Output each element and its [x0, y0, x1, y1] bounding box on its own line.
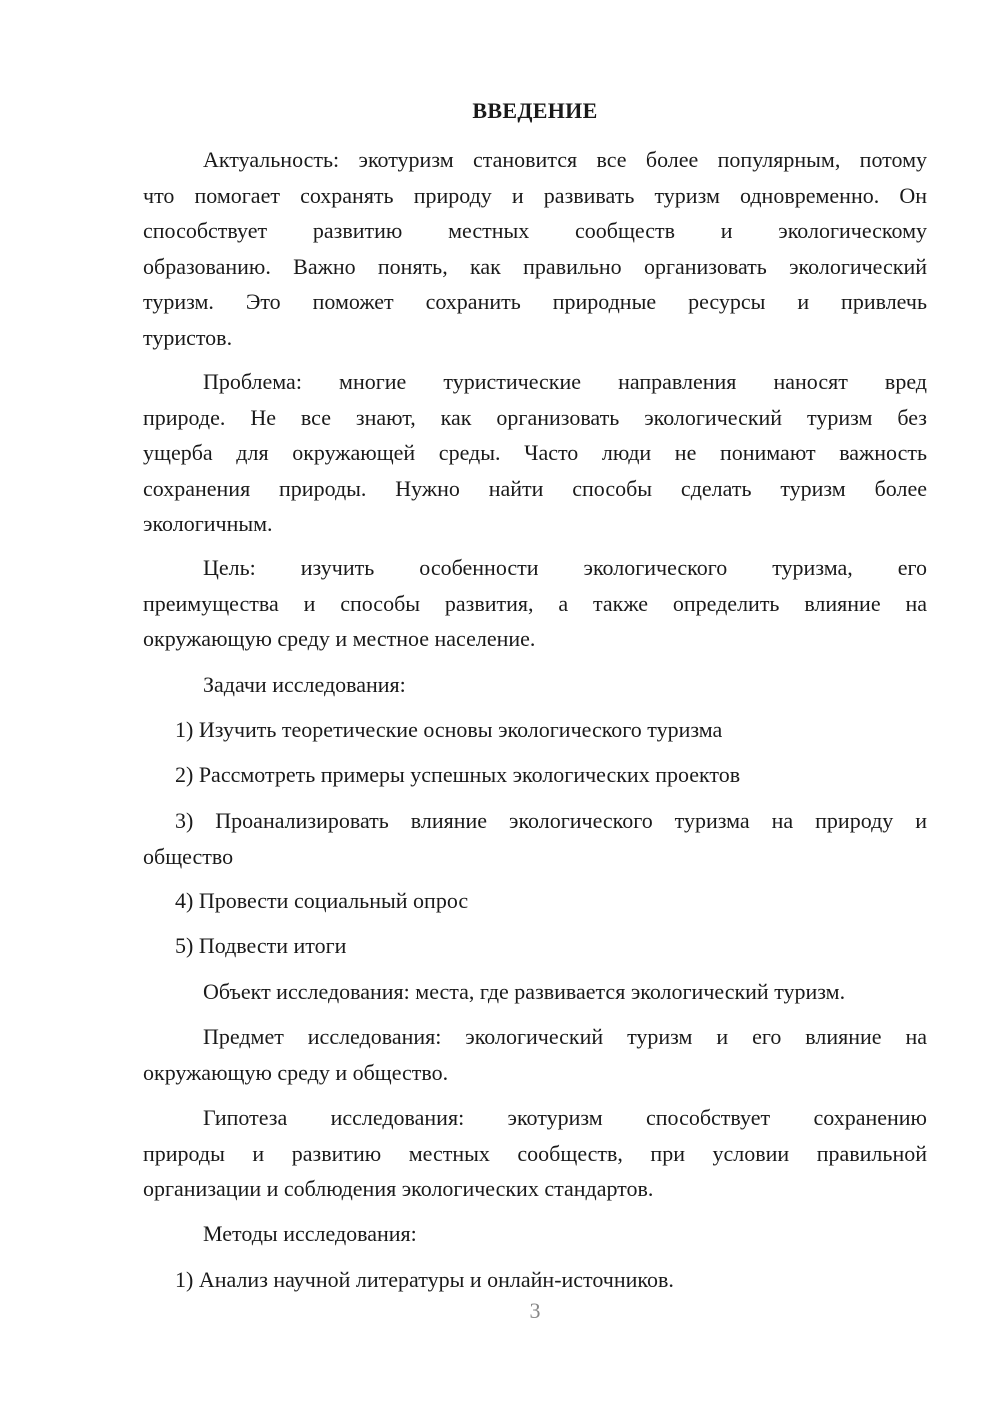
page-title: ВВЕДЕНИЕ	[472, 98, 598, 123]
methods-heading: Методы исследования:	[203, 1221, 417, 1246]
text-line: экологичным.	[143, 511, 273, 536]
list-item-line: 3) Проанализировать влияние экологического туризма на природу и	[175, 808, 927, 833]
text-line: что помогает сохранять природу и развивать туризм одновременно. Он	[143, 182, 927, 208]
list-item: 4) Провести социальный опрос	[175, 888, 469, 913]
document-page	[143, 0, 927, 1414]
text-line: природе. Не все знают, как организовать экологический туризм без	[143, 404, 927, 430]
relevance-paragraph	[143, 142, 927, 355]
goal-paragraph	[143, 550, 927, 657]
text-line: Проблема: многие туристические направления наносят вред	[203, 369, 927, 394]
text-line: сохранения природы. Нужно найти способы сделать туризм более	[143, 475, 927, 501]
text-line: преимущества и способы развития, а также определить влияние на	[143, 590, 927, 616]
list-item: 1) Анализ научной литературы и онлайн-источников.	[175, 1267, 674, 1292]
text-line: организации и соблюдения экологических стандартов.	[143, 1176, 654, 1201]
list-item: 2) Рассмотреть примеры успешных экологических проектов	[175, 762, 741, 787]
list-item-line: общество	[143, 843, 234, 869]
text-line: Гипотеза исследования: экотуризм способствует сохранению	[203, 1105, 927, 1130]
text-line: ущерба для окружающей среды. Часто люди не понимают важность	[143, 440, 927, 465]
text-line: Актуальность: экотуризм становится все более популярным, потому	[203, 147, 927, 172]
text-line: образованию. Важно понять, как правильно организовать экологический	[143, 253, 927, 279]
list-item	[143, 803, 927, 874]
problem-paragraph	[143, 364, 927, 542]
object-paragraph: Объект исследования: места, где развивается экологический туризм.	[203, 979, 846, 1004]
text-line: Цель: изучить особенности экологического туризма, его	[203, 555, 927, 580]
text-line: Предмет исследования: экологический туризм и его влияние на	[203, 1024, 927, 1049]
list-item: 5) Подвести итоги	[175, 933, 347, 958]
text-line: окружающую среду и местное население.	[143, 626, 536, 651]
subject-paragraph	[143, 1019, 927, 1090]
text-line: туризм. Это поможет сохранить природные ресурсы и привлечь	[143, 289, 927, 314]
tasks-heading: Задачи исследования:	[203, 672, 406, 697]
page-number: 3	[529, 1298, 541, 1323]
text-line: природы и развитию местных сообществ, при условии правильной	[143, 1140, 927, 1166]
list-item: 1) Изучить теоретические основы экологического туризма	[175, 717, 723, 742]
text-line: способствует развитию местных сообществ и экологическому	[143, 218, 927, 243]
text-line: туристов.	[143, 324, 233, 350]
text-line: окружающую среду и общество.	[143, 1059, 449, 1085]
hypothesis-paragraph	[143, 1100, 927, 1207]
